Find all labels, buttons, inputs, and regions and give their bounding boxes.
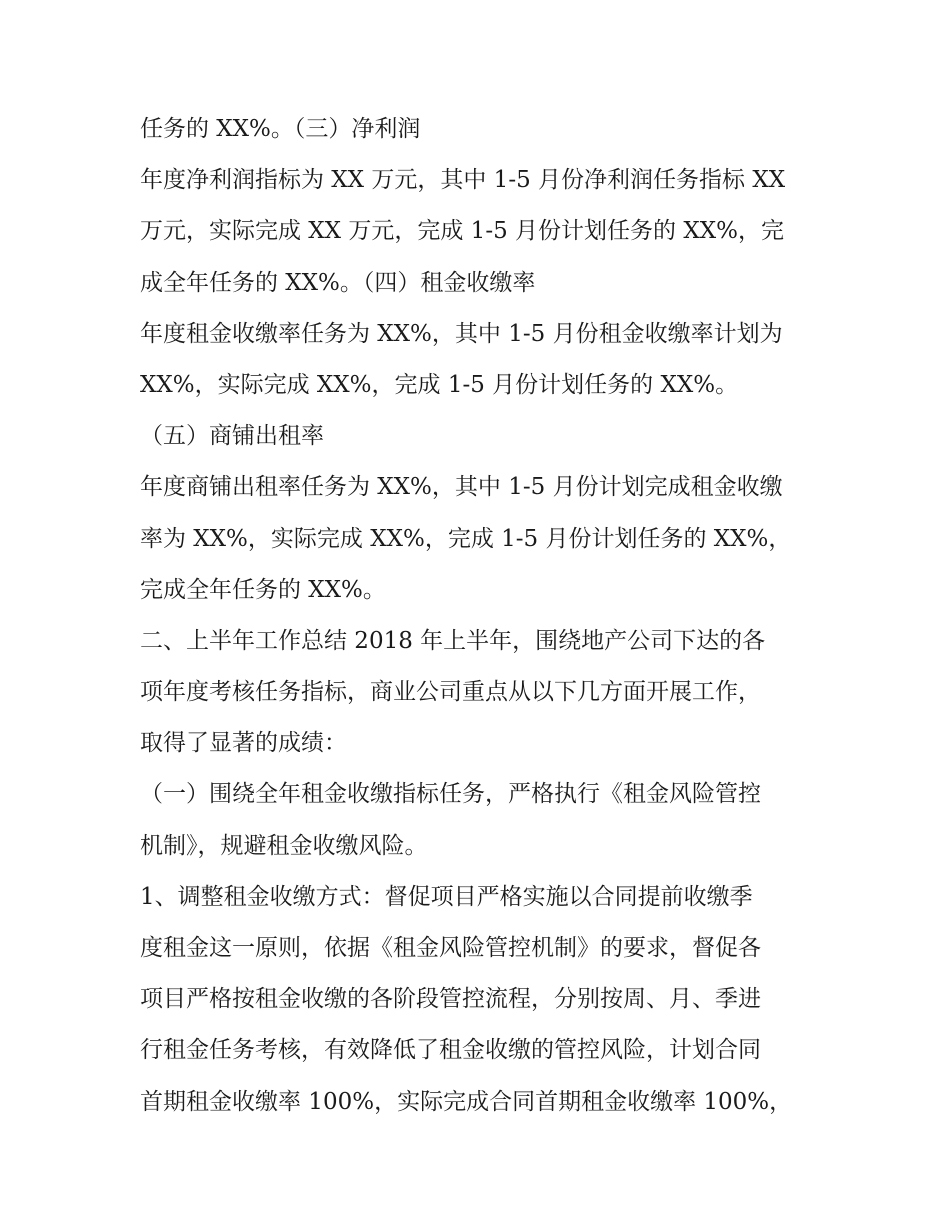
text-line: 度租金这一原则，依据《租金风险管控机制》的要求，督促各	[140, 935, 761, 961]
text-line: 机制》，规避租金收缴风险。	[140, 832, 428, 859]
text-line: 任务的 XX%。（三）净利润	[140, 116, 421, 142]
text-line: 项目严格按租金收缴的各阶段管控流程，分别按周、月、季进	[140, 986, 761, 1013]
text-line: 率为 XX%，实际完成 XX%，完成 1-5 月份计划任务的 XX%，	[140, 525, 792, 552]
text-line: 成全年任务的 XX%。（四）租金收缴率	[140, 269, 536, 296]
text-line: 二、上半年工作总结 2018 年上半年，围绕地产公司下达的各	[140, 627, 766, 654]
text-line: XX%，实际完成 XX%，完成 1-5 月份计划任务的 XX%。	[140, 371, 739, 398]
text-line: 年度租金收缴率任务为 XX%，其中 1-5 月份租金收缴率计划为	[140, 320, 783, 347]
text-line: 1、调整租金收缴方式：督促项目严格实施以合同提前收缴季	[140, 883, 753, 910]
text-line: （一）围绕全年租金收缴指标任务，严格执行《租金风险管控	[140, 781, 761, 808]
text-line: 年度净利润指标为 XX 万元，其中 1-5 月份净利润任务指标 XX	[140, 167, 786, 194]
document-body	[140, 104, 830, 1128]
text-line: 万元，实际完成 XX 万元，完成 1-5 月份计划任务的 XX%，完	[140, 218, 784, 245]
text-line: 年度商铺出租率任务为 XX%，其中 1-5 月份计划完成租金收缴	[140, 474, 783, 501]
text-line: （五）商铺出租率	[140, 423, 324, 450]
text-line: 完成全年任务的 XX%。	[140, 576, 386, 603]
text-line: 行租金任务考核，有效降低了租金收缴的管控风险，计划合同	[140, 1037, 761, 1064]
text-line: 首期租金收缴率 100%，实际完成合同首期租金收缴率 100%，	[140, 1088, 793, 1115]
text-line: 取得了显著的成绩：	[140, 730, 347, 757]
text-line: 项年度考核任务指标，商业公司重点从以下几方面开展工作，	[140, 679, 761, 706]
